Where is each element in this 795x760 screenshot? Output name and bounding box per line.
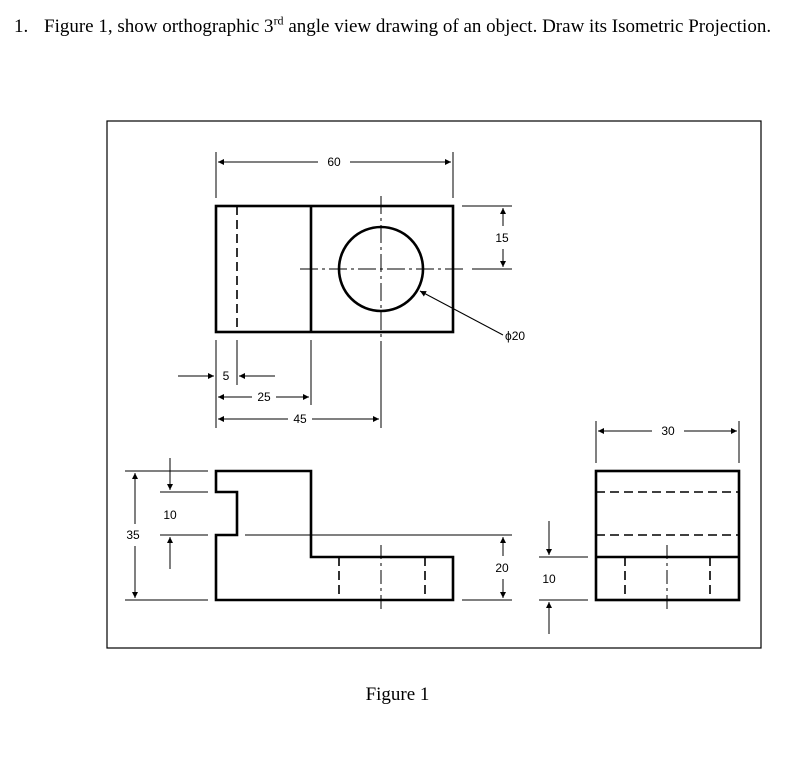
question-text-part1: Figure 1, show orthographic 3: [44, 16, 274, 37]
dimension-15-label: 15: [495, 231, 509, 245]
dimension-20: [245, 535, 512, 600]
front-view: [216, 471, 453, 610]
dimension-diameter-label: ϕ20: [505, 329, 526, 343]
dimension-60-label: 60: [327, 155, 341, 169]
dimension-20-label: 20: [495, 561, 509, 575]
top-view: [216, 196, 465, 345]
leader-diameter: [420, 291, 503, 335]
dimension-5-label: 5: [222, 369, 230, 383]
dimension-10-side-label: 10: [542, 572, 556, 586]
figure-caption: Figure 1: [365, 684, 430, 705]
dimension-10-slot-label: 10: [163, 508, 177, 522]
drawing-frame: [107, 121, 761, 648]
dimension-30-label: 30: [661, 424, 675, 438]
dimension-45-label: 45: [293, 412, 307, 426]
dimension-25-label: 25: [257, 390, 271, 404]
question-number: 1.: [14, 16, 29, 37]
question-superscript: rd: [273, 13, 284, 28]
question-text-part2: angle view drawing of an object. Draw its Isometric Projection.: [283, 16, 772, 37]
dimension-35-label: 35: [126, 528, 140, 542]
side-view: [596, 471, 739, 610]
